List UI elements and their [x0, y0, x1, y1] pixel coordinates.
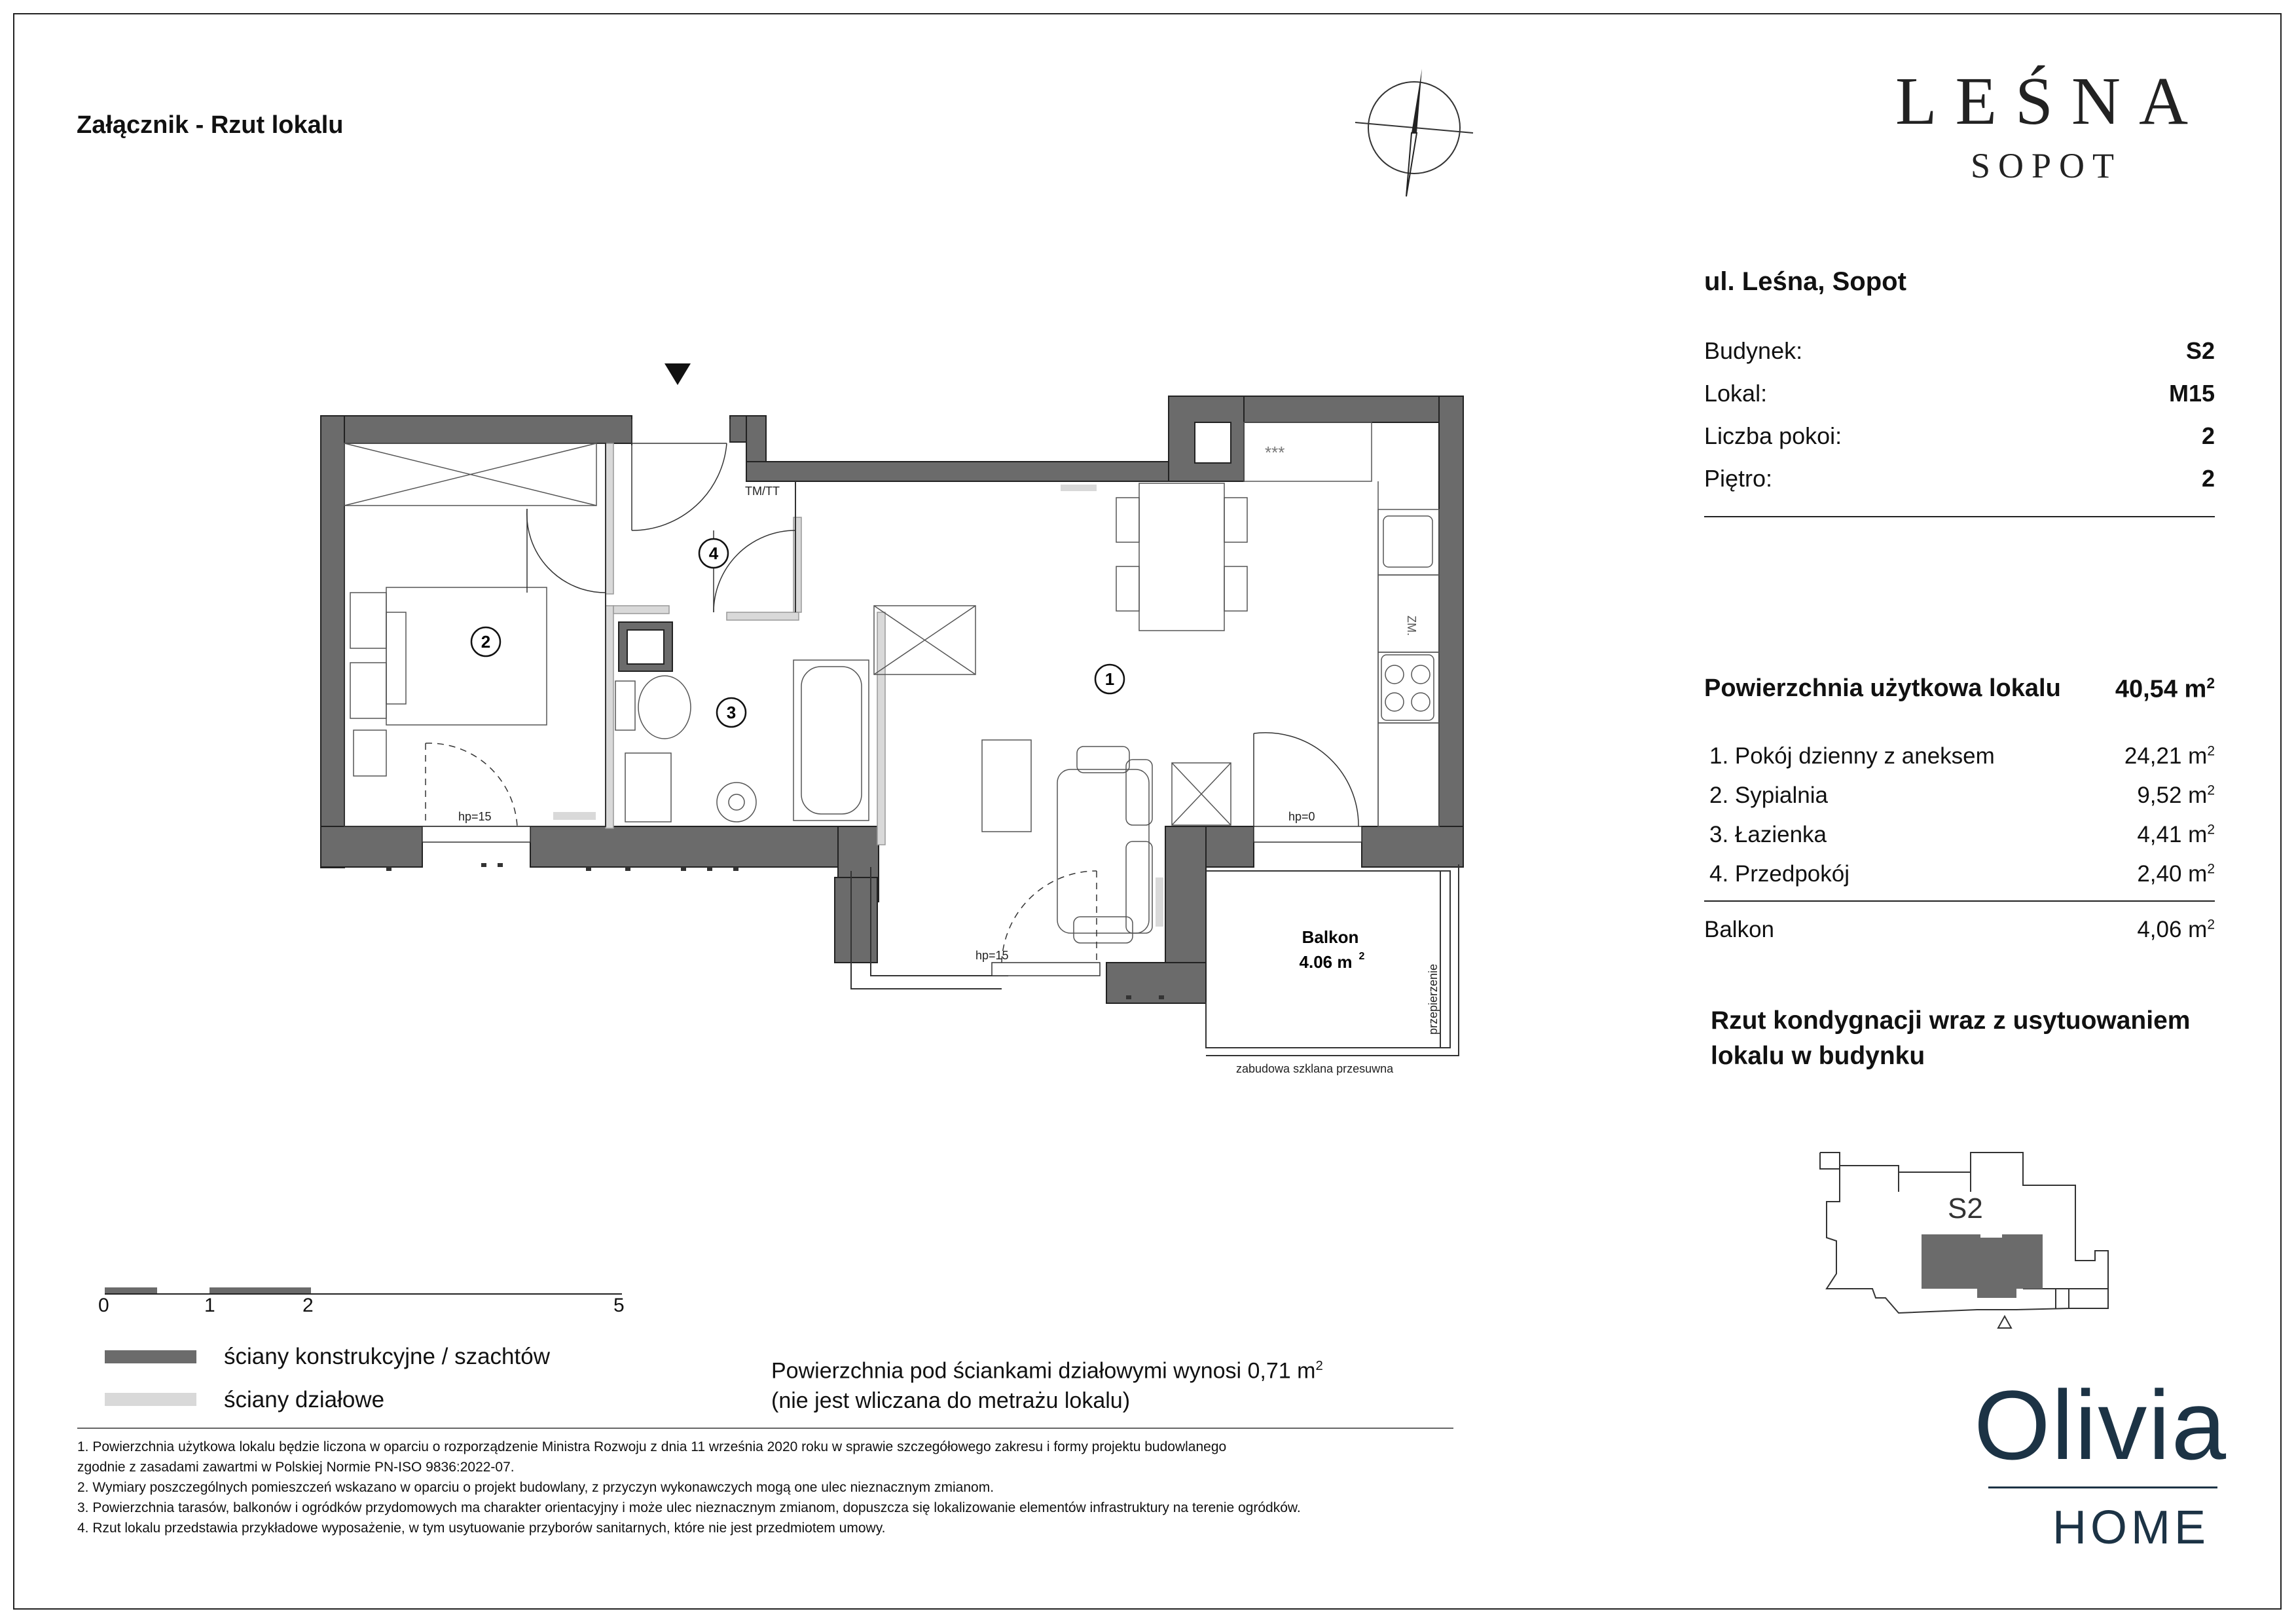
partition-note	[771, 1351, 1323, 1416]
room-number-2: 2	[481, 632, 491, 652]
balcony-plan-area: 4.06 m	[1299, 952, 1353, 972]
footnote-line: 4. Rzut lokalu przedstawia przykładowe wyposażenie, w tym usytuowanie przyborów sanitarnych, które nie jest przedmiotem umowy.	[77, 1521, 886, 1536]
footnote-line: 2. Wymiary poszczególnych pomieszczeń wskazano w oparciu o projekt budowlany, z przyczyn wykonawczych mogą one ulec nieznacznym zmianom.	[77, 1480, 994, 1495]
partition-label: przepierzenie	[1427, 963, 1440, 1035]
north-arrow-icon	[1349, 62, 1480, 203]
info-label: Liczba pokoi:	[1704, 422, 1842, 449]
partition-note-line: (nie jest wliczana do metrażu lokalu)	[771, 1388, 1131, 1414]
unit-sup: 2	[2206, 674, 2215, 692]
unit-sup: 2	[1315, 1359, 1323, 1373]
hp-label: hp=15	[975, 949, 1009, 962]
info-row-rooms	[1704, 422, 2215, 462]
total-area-value	[2115, 674, 2215, 704]
room-area-number: 9,52 m	[2137, 783, 2208, 808]
footnotes	[77, 1437, 1668, 1538]
hp-label: hp=15	[458, 810, 492, 823]
balcony-plan-label: Balkon	[1302, 927, 1359, 947]
hp-label: hp=0	[1288, 810, 1315, 823]
legend-structural-label: ściany konstrukcyjne / szachtów	[224, 1344, 550, 1369]
room-number-4: 4	[708, 544, 719, 563]
tm-tt-label: TM/TT	[745, 485, 780, 498]
info-value: S2	[2185, 337, 2215, 364]
room-area	[2137, 783, 2215, 809]
info-label: Lokal:	[1704, 380, 1768, 407]
divider	[77, 1428, 1453, 1429]
divider	[1704, 516, 2215, 517]
unit-sup: 2	[2207, 917, 2215, 932]
building-label: S2	[1948, 1192, 1983, 1225]
scale-bar-line	[105, 1293, 622, 1295]
footer-brand-rule	[1988, 1486, 2217, 1488]
total-area-number: 40,54 m	[2115, 675, 2207, 703]
unit-sup: 2	[2207, 743, 2215, 759]
info-label: Piętro:	[1704, 465, 1773, 492]
footer-brand-name: Olivia	[1974, 1370, 2228, 1480]
scale-bar-segment	[210, 1287, 311, 1293]
bed-icon	[350, 587, 547, 776]
room-area-number: 4,41 m	[2137, 822, 2208, 847]
entrance-marker-icon	[1998, 1316, 2011, 1328]
structural-walls	[321, 396, 1463, 1003]
floor-section-title-line: Rzut kondygnacji wraz z usytuowaniem	[1711, 1006, 2191, 1035]
entrance-arrow-icon	[665, 363, 691, 385]
footnote-line: 1. Powierzchnia użytkowa lokalu będzie liczona w oparciu o rozporządzenie Ministra Rozwoju z dnia 11 września 2020 roku w sprawie szczegółowego zakresu i formy projektu budowlanego	[77, 1439, 1227, 1454]
scale-bar-segment	[105, 1287, 157, 1293]
balcony-label: Balkon	[1704, 917, 1775, 942]
scale-tick: 1	[204, 1295, 215, 1316]
stars-label: ***	[1265, 443, 1285, 462]
room-label: 3. Łazienka	[1709, 822, 1827, 847]
room-area-number: 2,40 m	[2137, 861, 2208, 887]
room-area	[2137, 861, 2215, 887]
unit-sup: 2	[2207, 822, 2215, 838]
total-area-label: Powierzchnia użytkowa lokalu	[1704, 674, 2061, 702]
unit-sup: 2	[2207, 783, 2215, 798]
legend-partition-swatch	[105, 1393, 196, 1406]
info-value: 2	[2201, 422, 2215, 449]
footer-brand-sub: HOME	[2052, 1502, 2210, 1554]
floor-section-title-line: lokalu w budynku	[1711, 1042, 1925, 1070]
unit-sup: 2	[1358, 951, 1365, 962]
scale-tick: 0	[98, 1295, 109, 1316]
info-label: Budynek:	[1704, 337, 1803, 364]
info-value: M15	[2168, 380, 2215, 407]
room-number-1: 1	[1104, 669, 1115, 689]
brand-name: LEŚNA	[1895, 64, 2207, 139]
bathroom-fixtures	[615, 660, 869, 822]
legend-partition-label: ściany działowe	[224, 1387, 385, 1412]
room-area	[2124, 743, 2215, 769]
info-row-building	[1704, 337, 2215, 377]
floor-section-title	[1711, 1003, 2190, 1074]
unit-sup: 2	[2207, 861, 2215, 877]
room-label: 2. Sypialnia	[1709, 783, 1828, 808]
dining-table-icon	[1116, 483, 1247, 631]
partition-note-text: Powierzchnia pod ściankami działowymi wynosi 0,71 m	[771, 1358, 1316, 1384]
address: ul. Leśna, Sopot	[1704, 267, 1906, 296]
info-row-unit	[1704, 380, 2215, 419]
zm-label: ZM.	[1405, 616, 1418, 636]
room-number-3: 3	[726, 703, 737, 722]
scale-tick: 2	[302, 1295, 314, 1316]
info-row-floor	[1704, 465, 2215, 504]
footnote-line: 3. Powierzchnia tarasów, balkonów i ogródków przydomowych ma charakter orientacyjny i może ulec nieznacznym zmianom, dopuszcza się lokalizowanie elementów infrastruktury na terenie ogródków.	[77, 1500, 1301, 1515]
sofa-icon	[982, 740, 1152, 943]
room-label: 4. Przedpokój	[1709, 861, 1850, 887]
balcony-area	[2137, 917, 2215, 943]
legend-structural-swatch	[105, 1350, 196, 1363]
brand-city: SOPOT	[1971, 146, 2123, 185]
building-key-plan	[1807, 1146, 2115, 1336]
footnote-line: zgodnie z zasadami zawartmi w Polskiej Normie PN-ISO 9836:2022-07.	[77, 1460, 515, 1475]
balcony-area-number: 4,06 m	[2137, 917, 2208, 942]
scale-tick: 5	[613, 1295, 625, 1316]
page-title: Załącznik - Rzut lokalu	[77, 111, 344, 139]
room-area-number: 24,21 m	[2124, 743, 2208, 769]
glazing-label: zabudowa szklana przesuwna	[1236, 1062, 1394, 1075]
total-area-row	[1704, 674, 2215, 714]
info-value: 2	[2201, 465, 2215, 492]
room-label: 1. Pokój dzienny z aneksem	[1709, 743, 1995, 769]
partition-note-line	[771, 1351, 1323, 1386]
floor-plan	[308, 354, 1473, 1087]
divider	[1704, 900, 2215, 902]
room-area	[2137, 822, 2215, 848]
